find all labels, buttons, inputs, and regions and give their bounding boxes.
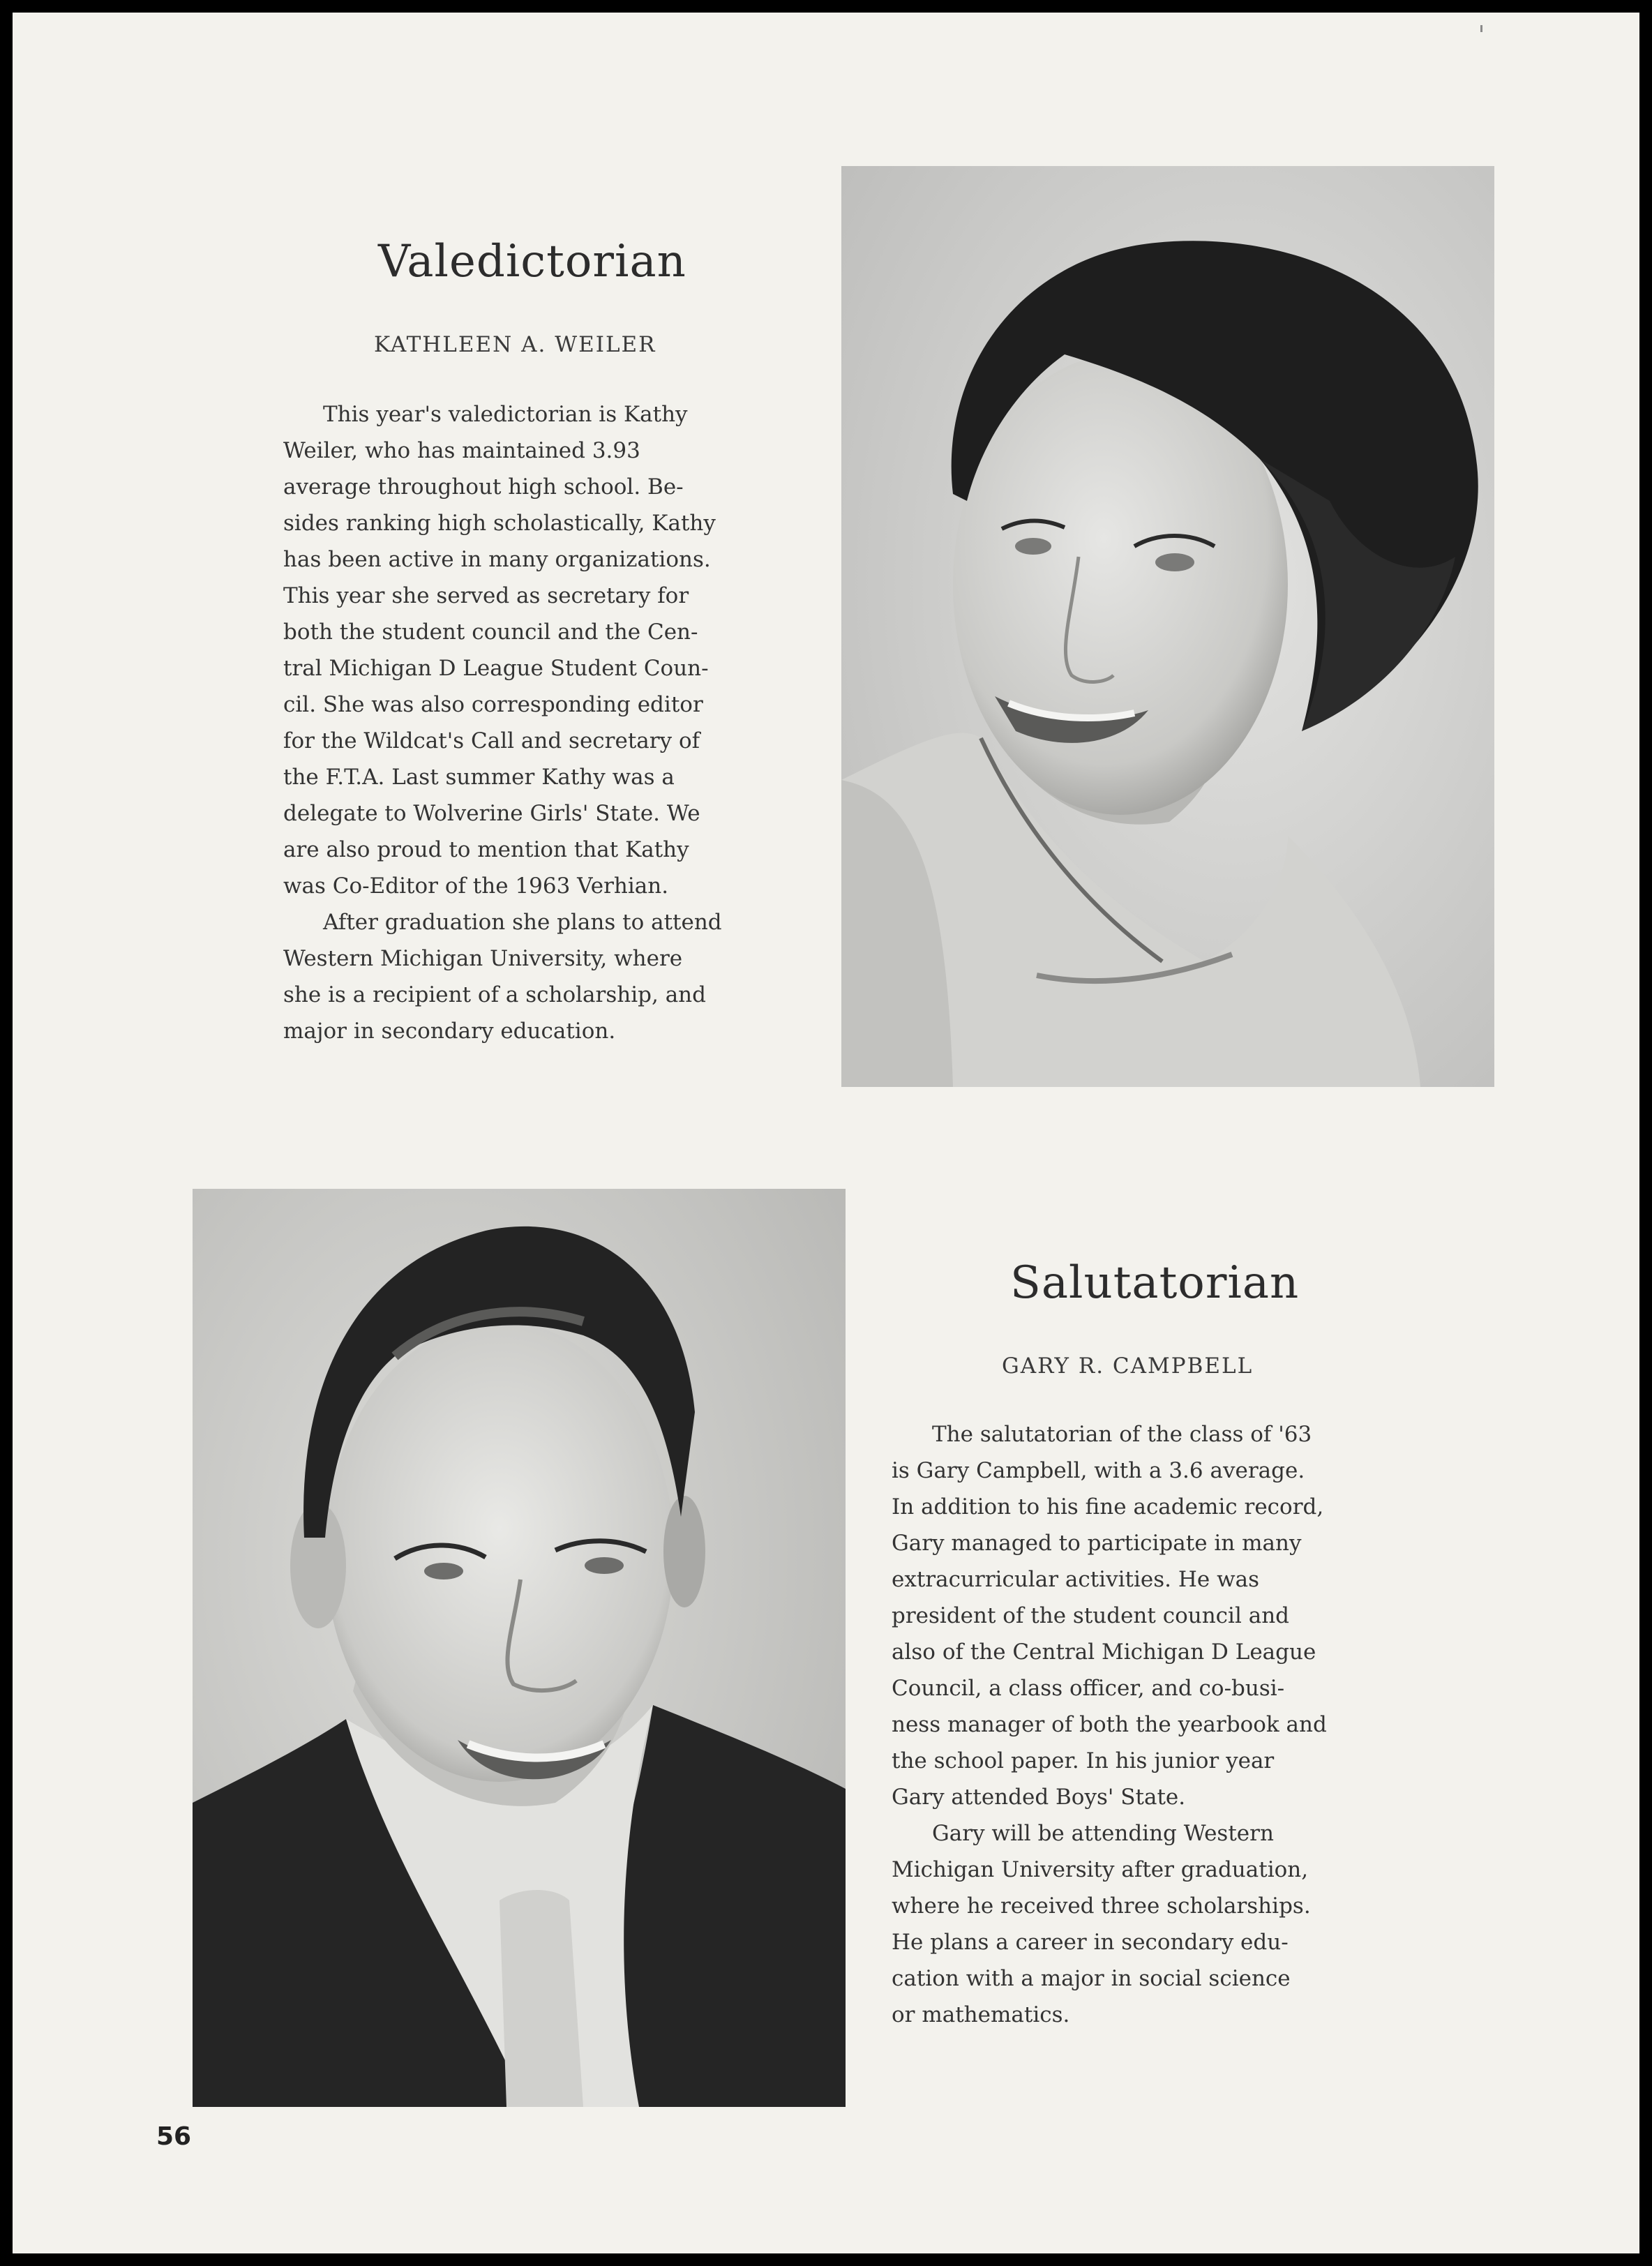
bio-line: has been active in many organizations. [283, 547, 711, 572]
bio-line: Gary will be attending Western [932, 1821, 1274, 1846]
bio-line: for the Wildcat's Call and secretary of [283, 728, 700, 753]
bio-line: Western Michigan University, where [283, 946, 683, 971]
bio-line: is Gary Campbell, with a 3.6 average. [892, 1458, 1305, 1483]
bio-line: After graduation she plans to attend [323, 910, 722, 935]
salutatorian-name: GARY R. CAMPBELL [1002, 1353, 1254, 1379]
bio-line: Council, a class officer, and co-busi- [892, 1676, 1285, 1701]
bio-line: both the student council and the Cen- [283, 620, 698, 645]
bio-line: average throughout high school. Be- [283, 474, 684, 500]
bio-line: This year's valedictorian is Kathy [323, 402, 688, 427]
corner-mark [1480, 25, 1482, 32]
bio-line: Gary attended Boys' State. [892, 1785, 1186, 1810]
bio-line: He plans a career in secondary edu- [892, 1930, 1289, 1955]
bio-line: also of the Central Michigan D League [892, 1640, 1316, 1665]
bio-line: are also proud to mention that Kathy [283, 837, 689, 862]
bio-line: major in secondary education. [283, 1019, 616, 1044]
bio-line: Gary managed to participate in many [892, 1531, 1302, 1556]
valedictorian-name: KATHLEEN A. WEILER [374, 332, 656, 357]
valedictorian-biography [283, 396, 722, 1049]
yearbook-page [13, 13, 1639, 2253]
bio-line: extracurricular activities. He was [892, 1567, 1259, 1592]
bio-line: was Co-Editor of the 1963 Verhian. [283, 873, 669, 899]
page-number: 56 [156, 2122, 192, 2151]
bio-line: This year she served as secretary for [283, 583, 689, 608]
bio-line: Weiler, who has maintained 3.93 [283, 438, 640, 463]
bio-line: ness manager of both the yearbook and [892, 1712, 1327, 1737]
bio-line: delegate to Wolverine Girls' State. We [283, 801, 700, 826]
bio-line: tral Michigan D League Student Coun- [283, 656, 709, 681]
bio-line: In addition to his fine academic record, [892, 1494, 1324, 1520]
bio-line: sides ranking high scholastically, Kathy [283, 511, 716, 536]
salutatorian-portrait [193, 1189, 846, 2107]
bio-line: cation with a major in social science [892, 1966, 1291, 1991]
bio-line: where he received three scholarships. [892, 1893, 1311, 1919]
bio-line: the school paper. In his junior year [892, 1748, 1275, 1773]
bio-line: Michigan University after graduation, [892, 1857, 1309, 1882]
bio-line: she is a recipient of a scholarship, and [283, 982, 706, 1007]
salutatorian-biography [892, 1416, 1327, 2033]
valedictorian-portrait [841, 166, 1494, 1087]
bio-line: cil. She was also corresponding editor [283, 692, 703, 717]
bio-line: the F.T.A. Last summer Kathy was a [283, 765, 675, 790]
bio-line: president of the student council and [892, 1603, 1290, 1628]
bio-line: The salutatorian of the class of '63 [932, 1422, 1312, 1447]
valedictorian-heading: Valedictorian [378, 236, 686, 287]
salutatorian-heading: Salutatorian [1010, 1257, 1300, 1309]
bio-line: or mathematics. [892, 2002, 1070, 2027]
